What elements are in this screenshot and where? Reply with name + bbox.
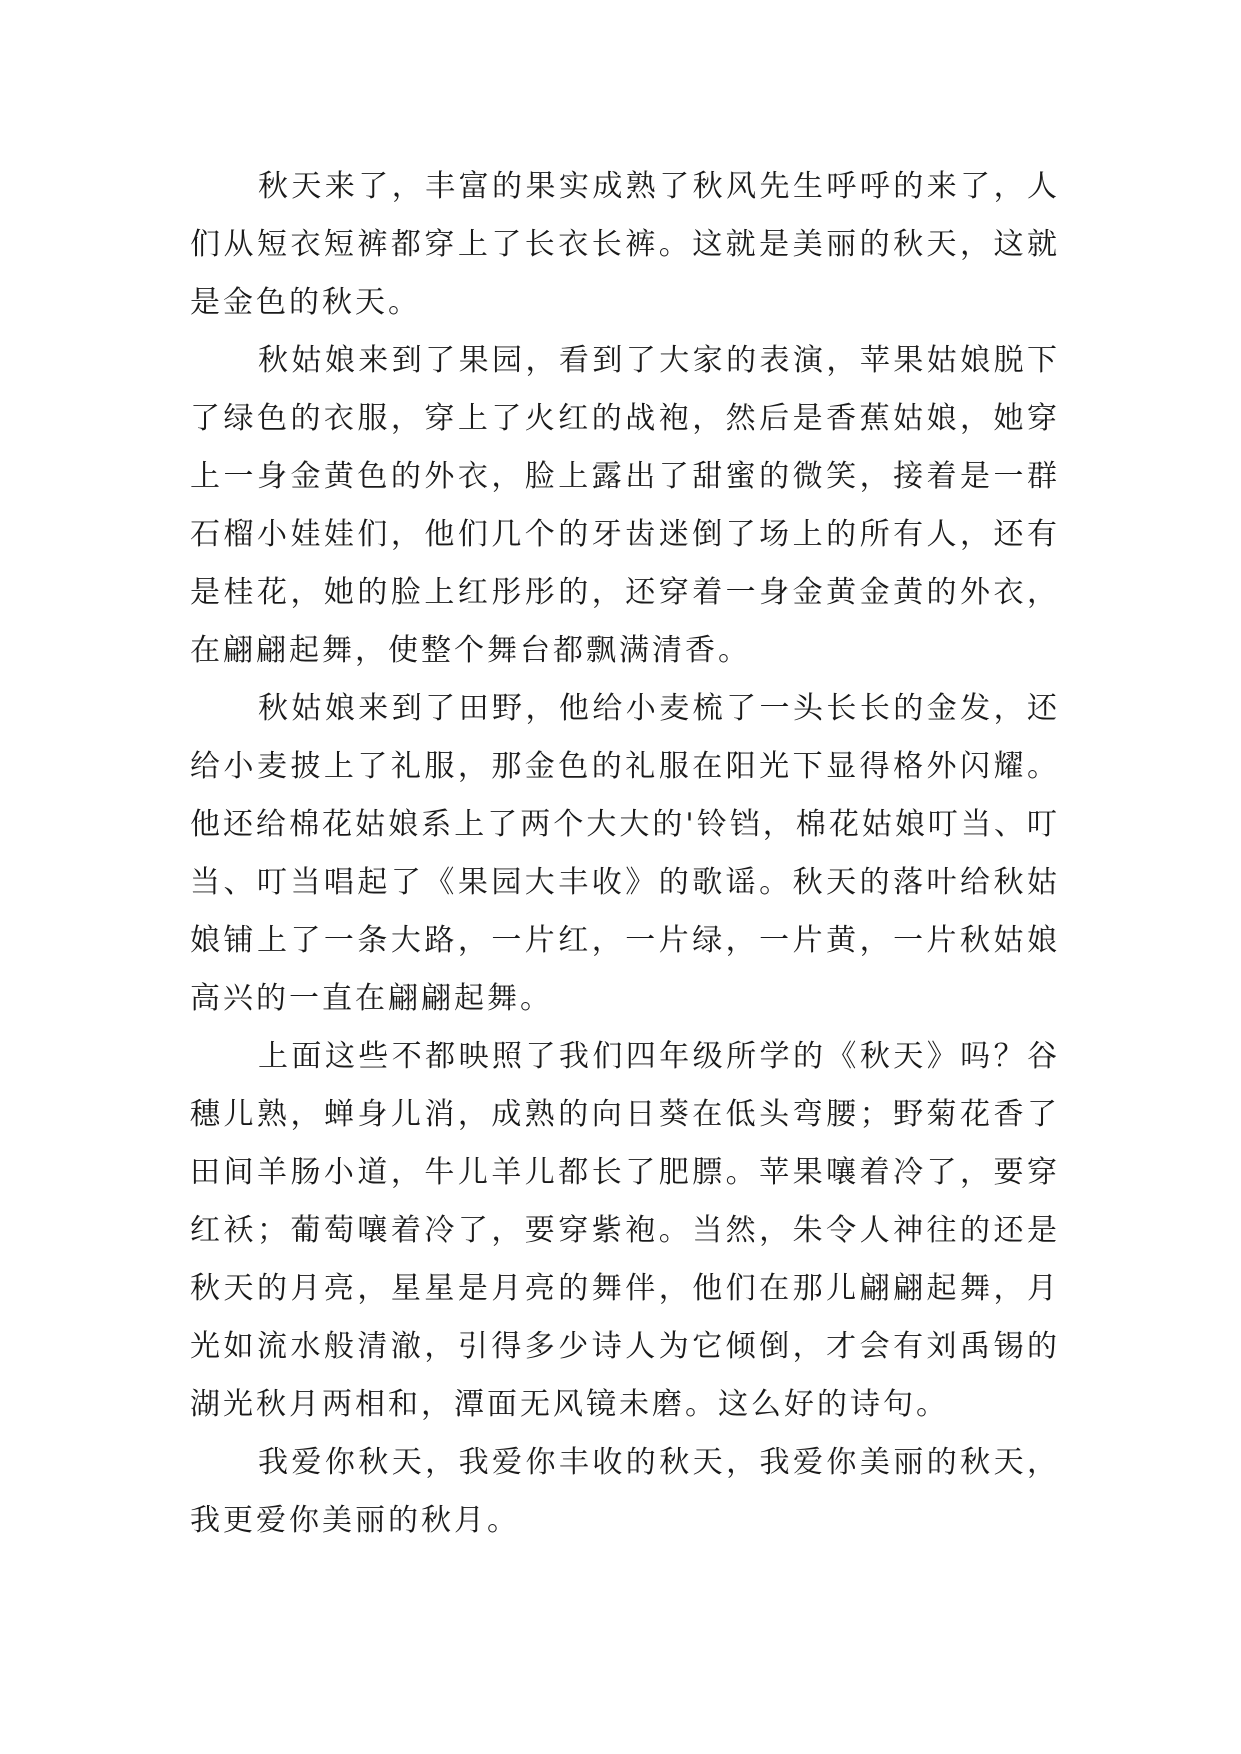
document-body (190, 158, 1060, 1550)
paragraph-4: 上面这些不都映照了我们四年级所学的《秋天》吗？谷穗儿熟，蝉身儿消，成熟的向日葵在低头弯腰；野菊花香了田间羊肠小道，牛儿羊儿都长了肥膘。苹果嚷着冷了，要穿红袄；葡萄嚷着冷了，要穿紫袍。当然，朱令人神往的还是秋天的月亮，星星是月亮的舞伴，他们在那儿翩翩起舞，月光如流水般清澈，引得多少诗人为它倾倒，才会有刘禹锡的湖光秋月两相和，潭面无风镜未磨。这么好的诗句。 (190, 1039, 1060, 1422)
paragraph-1: 秋天来了，丰富的果实成熟了秋风先生呼呼的来了，人们从短衣短裤都穿上了长衣长裤。这就是美丽的秋天，这就是金色的秋天。 (190, 169, 1060, 320)
paragraph-3: 秋姑娘来到了田野，他给小麦梳了一头长长的金发，还给小麦披上了礼服，那金色的礼服在阳光下显得格外闪耀。他还给棉花姑娘系上了两个大大的'铃铛，棉花姑娘叮当、叮当、叮当唱起了《果园大丰收》的歌谣。秋天的落叶给秋姑娘铺上了一条大路，一片红，一片绿，一片黄，一片秋姑娘高兴的一直在翩翩起舞。 (190, 691, 1060, 1016)
paragraph-2: 秋姑娘来到了果园，看到了大家的表演，苹果姑娘脱下了绿色的衣服，穿上了火红的战袍，然后是香蕉姑娘，她穿上一身金黄色的外衣，脸上露出了甜蜜的微笑，接着是一群石榴小娃娃们，他们几个的牙齿迷倒了场上的所有人，还有是桂花，她的脸上红彤彤的，还穿着一身金黄金黄的外衣，在翩翩起舞，使整个舞台都飘满清香。 (190, 343, 1060, 668)
paragraph-5: 我爱你秋天，我爱你丰收的秋天，我爱你美丽的秋天，我更爱你美丽的秋月。 (190, 1445, 1060, 1538)
